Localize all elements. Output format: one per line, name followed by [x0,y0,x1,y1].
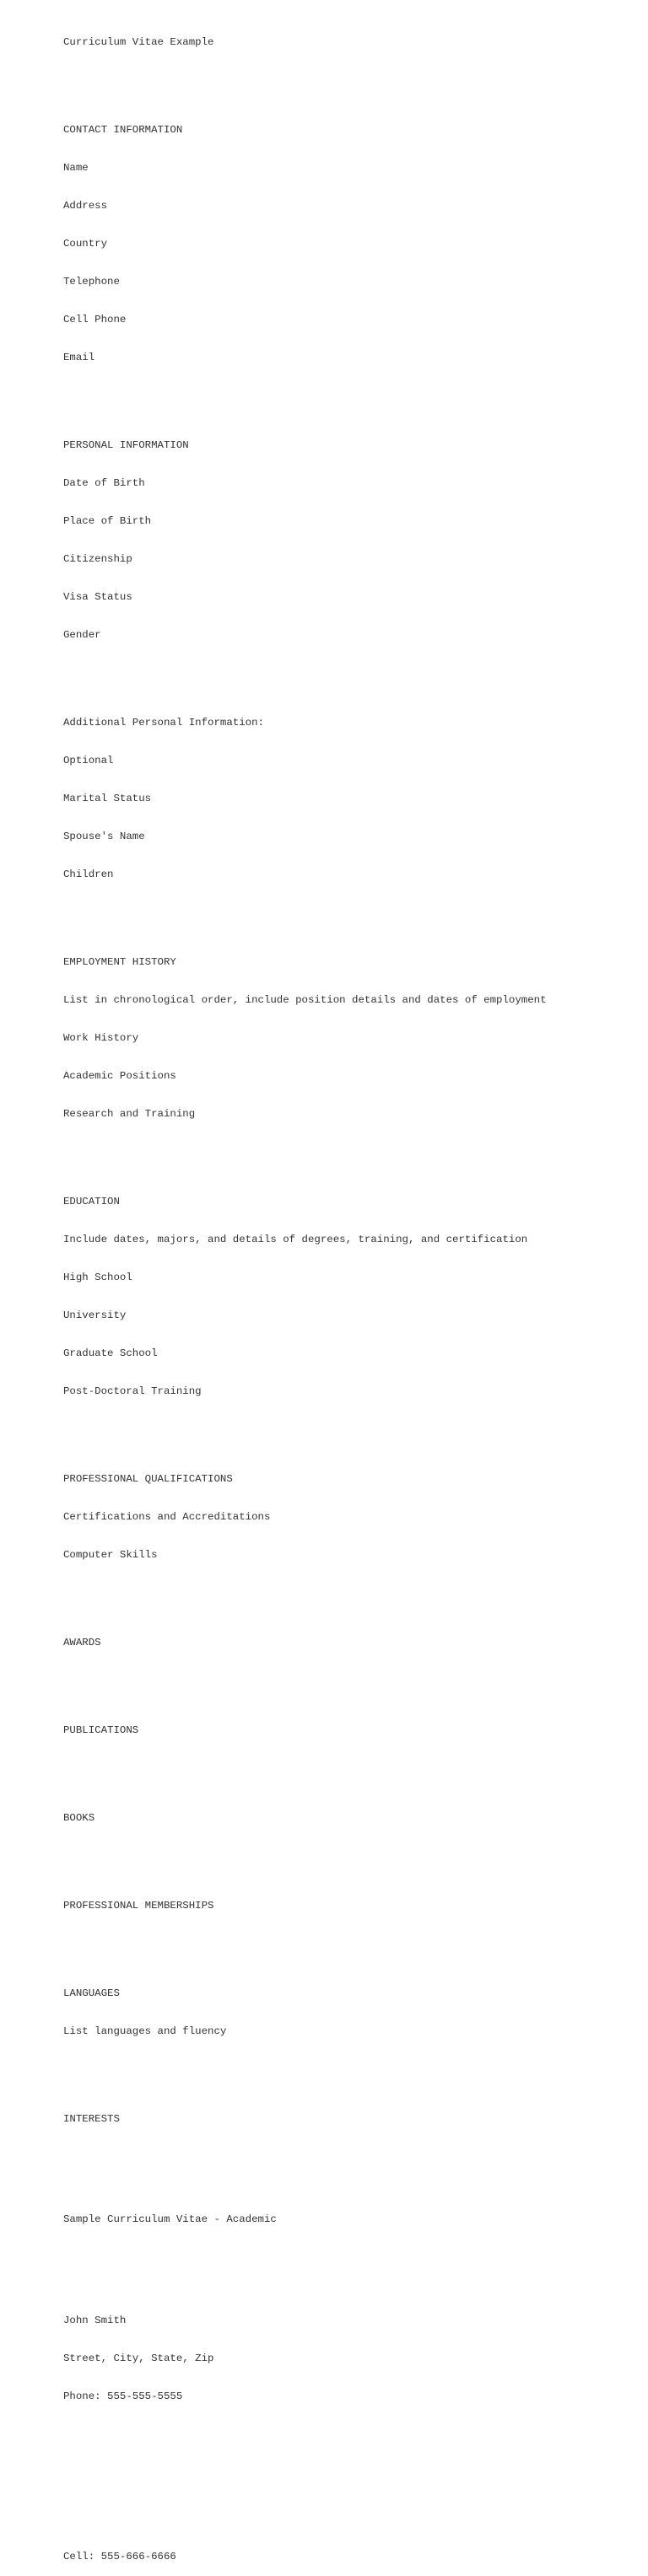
spacer [63,1850,637,1862]
qualifications-line: Certifications and Accreditations [63,1511,271,1523]
employment-line: Research and Training [63,1108,196,1120]
document-page [63,11,637,2576]
sample-title: Sample Curriculum Vitae - Academic [63,2213,277,2225]
section-heading-employment: EMPLOYMENT HISTORY [63,956,176,968]
contact-line: Cell Phone [63,314,127,325]
section-heading-languages: LANGUAGES [63,1987,120,1999]
spacer [63,906,637,918]
sample-phone: Phone: 555-555-5555 [63,2390,183,2402]
spacer [63,2428,637,2513]
education-line: University [63,1310,127,1321]
spacer [63,2151,637,2175]
contact-line: Telephone [63,276,120,288]
languages-line: List languages and fluency [63,2025,227,2037]
education-line: Include dates, majors, and details of degrees, training, and certification [63,1234,528,1245]
spacer [63,667,637,679]
contact-line: Address [63,200,108,212]
document-title: Curriculum Vitae Example [63,36,214,48]
employment-line: Work History [63,1032,139,1044]
section-heading-personal: PERSONAL INFORMATION [63,439,189,451]
contact-line: Name [63,162,89,174]
spacer [63,2063,637,2075]
additional-line: Optional [63,755,114,766]
personal-line: Gender [63,629,101,641]
spacer [63,1423,637,1435]
section-heading-education: EDUCATION [63,1196,120,1207]
spacer [63,1938,637,1949]
contact-line: Country [63,238,108,250]
personal-line: Visa Status [63,591,132,603]
education-line: High School [63,1272,132,1283]
contact-line: Email [63,352,95,363]
personal-line: Date of Birth [63,477,145,489]
personal-line: Citizenship [63,553,132,565]
section-heading-awards: AWARDS [63,1637,101,1648]
additional-line: Children [63,869,114,880]
spacer [63,1587,637,1599]
section-heading-qualifications: PROFESSIONAL QUALIFICATIONS [63,1473,233,1485]
spacer [63,1675,637,1686]
additional-line: Marital Status [63,793,152,804]
section-heading-publications: PUBLICATIONS [63,1724,139,1736]
spacer [63,1762,637,1774]
spacer [63,74,637,86]
additional-line: Spouse's Name [63,831,145,842]
education-line: Graduate School [63,1347,158,1359]
spacer [63,1146,637,1158]
sample-address: Street, City, State, Zip [63,2353,214,2364]
education-line: Post-Doctoral Training [63,1385,202,1397]
section-heading-additional: Additional Personal Information: [63,717,264,729]
section-heading-interests: INTERESTS [63,2113,120,2125]
section-heading-books: BOOKS [63,1812,95,1824]
section-heading-contact: CONTACT INFORMATION [63,124,183,136]
employment-line: List in chronological order, include position details and dates of employment [63,994,547,1006]
spacer [63,390,637,401]
section-heading-memberships: PROFESSIONAL MEMBERSHIPS [63,1900,214,1912]
employment-line: Academic Positions [63,1070,176,1082]
qualifications-line: Computer Skills [63,1549,158,1561]
spacer [63,2251,637,2277]
sample-cell: Cell: 555-666-6666 [63,2551,176,2563]
sample-name: John Smith [63,2315,127,2326]
personal-line: Place of Birth [63,515,152,527]
